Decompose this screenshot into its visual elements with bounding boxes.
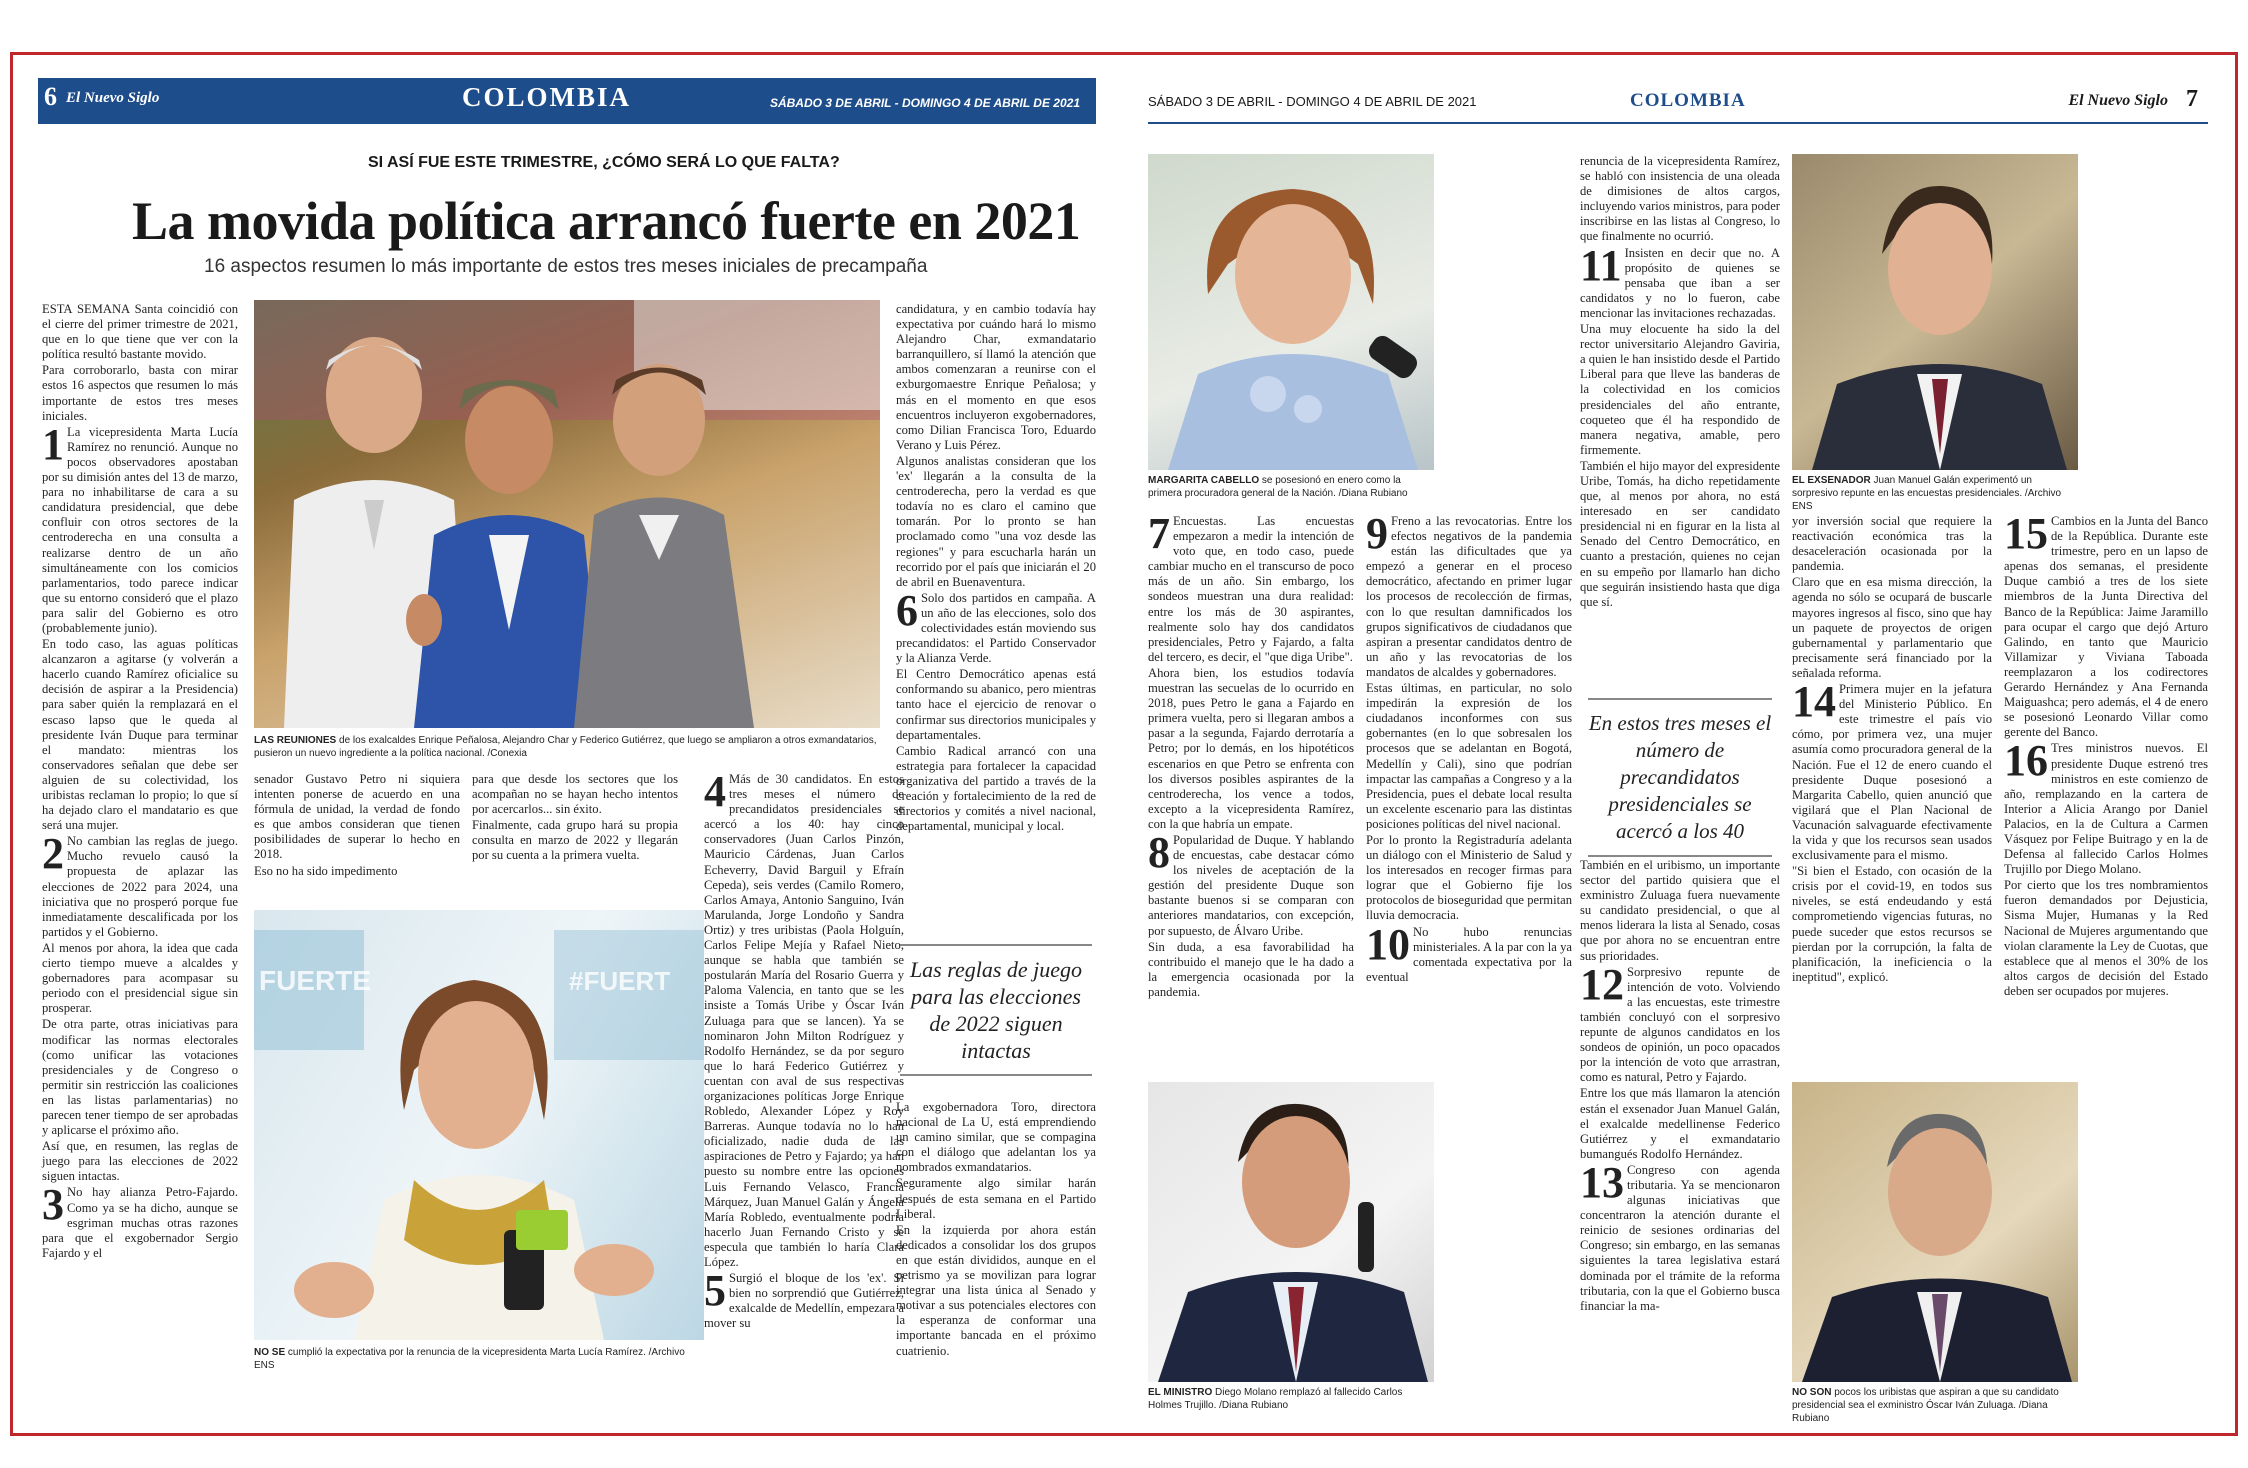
- paragraph-point-1: 1 La vicepresidenta Marta Lucía Ramírez no renunció. Aunque no pocos observadores apostaban por su dimisión antes del 13 de marzo, para no inhabilitarse de cara a su candidatura presidencial, que debe confluir con otros sectores de la centroderecha en una consulta a realizarse dentro de un año simultáneamente con los comicios parlamentarios, todo parece indicar que su entorno consideró que el plazo para salir del Gobierno es otro (probablemente junio).: [42, 419, 238, 635]
- photo-vice-president-caption: NO SE cumplió la expectativa por la renuncia de la vicepresidenta Marta Lucía Ramírez. /Archivo ENS: [254, 1347, 685, 1371]
- paragraph: Eso no ha sido impedimento: [254, 863, 398, 878]
- paragraph: De otra parte, otras iniciativas para modificar las normas electorales (como unificar las votaciones presidenciales y de Congreso o permitir sin restricción las coaliciones en las listas parlamentarias) no parecen tener tiempo de ser aprobadas y aplicarse el próximo año.: [42, 1017, 238, 1138]
- photo-ex-mayors-caption: LAS REUNIONES de los exalcaldes Enrique Peñalosa, Alejandro Char y Federico Gutiérrez, que luego se ampliaron a otros exmandatarios, pusieron un nuevo ingrediente a la política nacional. /Conexia: [254, 735, 877, 759]
- paragraph: Por lo pronto la Registraduría adelanta un diálogo con el Ministerio de Salud y los interesados en recoger firmas para lograr que el Gobierno fije los protocolos de bioseguridad que permitan lluvia democracia.: [1366, 832, 1572, 923]
- paragraph: Entre los que más llamaron la atención están el exsenador Juan Manuel Galán, el exalcalde medellinense Federico Gutiérrez y el exmandatario bumangués Rodolfo Hernández.: [1580, 1086, 1780, 1161]
- pull-quote-right: En estos tres meses el número de precandidatos presidenciales se acercó a los 40: [1588, 698, 1772, 857]
- paragraph-point-9: 9 Freno a las revocatorias. Entre los efectos negativos de la pandemia están las dificultades que ya empezó a generar en el proceso democrático, afectando en primer lugar los procesos de recolección de firmas, con lo que resultan damnificados los grupos significativos de ciudadanos que aspiran a presentar candidatos dentro de un año y las revocatorias de los mandatos de alcaldes y gobernadores.: [1366, 509, 1572, 679]
- photo-procuradora: [1148, 154, 1434, 470]
- paragraph: La exgobernadora Toro, directora nacional de La U, está emprendiendo un camino similar, que se compagina con el diálogo que adelantan los ya nombrados exmandatarios.: [896, 1100, 1096, 1175]
- paragraph: Algunos analistas consideran que los 'ex' llegarán a la consulta de la centroderecha, pero la verdad es que todavía no es claro el camino que tomarán. Por lo pronto se han proclamado como "una voz desde las regiones" y para escucharla harán un recorrido por el país que iniciarán el 20 de abril en Buenaventura.: [896, 453, 1096, 589]
- paragraph-point-10: 10 No hubo renuncias ministeriales. A la par con la ya comentada expectativa por la eventual: [1366, 919, 1572, 984]
- deck: 16 aspectos resumen lo más importante de estos tres meses iniciales de precampaña: [204, 256, 928, 277]
- newspaper-name: El Nuevo Siglo: [66, 90, 160, 106]
- photo-ministro-caption: EL MINISTRO Diego Molano remplazó al fallecido Carlos Holmes Trujillo. /Diana Rubiano: [1148, 1387, 1403, 1411]
- paragraph: Claro que en esa misma dirección, la agenda no sólo se ocupará de buscarle mayores ingresos al fisco, sino que hay un paquete de proyectos de origen gubernamental y parlamentario que precisamente será financiado por la señalada reforma.: [1792, 575, 1992, 680]
- paragraph: Una muy elocuente ha sido la del rector universitario Alejandro Gaviria, a quien le han insistido desde el Partido Liberal para que lleve las banderas de la colectividad en los comicios presidenciales del año entrante, coqueteo que él ha respondido de manera negativa, amable, pero firmemente.: [1580, 322, 1780, 457]
- paragraph: Estas últimas, en particular, no solo impedirán la expresión de los ciudadanos inconformes con sus gobernantes (en lo que sobresalen los procesos que se adelantan en Bogotá, Medellín y Cali), sino que podrían impactar las campañas a Congreso y a la Presidencia, pues el debate local resulta un excelente escenario para las distintas posiciones políticas del nivel nacional.: [1366, 681, 1572, 831]
- paragraph: para que desde los sectores que los acompañan no se hayan hecho intentos por acercarlos... sin éxito.: [472, 772, 678, 817]
- page-number: 7: [2186, 86, 2198, 112]
- text-column-4b: [896, 1100, 1096, 1370]
- svg-text:#FUERT: #FUERT: [569, 966, 671, 996]
- text-column-e: [2004, 509, 2208, 1074]
- photo-galan: [1792, 154, 2078, 470]
- text-column-4: [896, 302, 1096, 870]
- text-column-c: [1580, 154, 1780, 744]
- paragraph-point-7: 7 Encuestas. Las encuestas empezaron a medir la intención de voto que, en todo caso, puede cambiar mucho en el transcurso de poco más de un año. Sin embargo, los sondeos muestran una dura realidad: entre los más de 30 aspirantes, realmente solo hay dos candidatos presidenciales, Petro y Fajardo, a falta del tercero, es decir, el "que diga Uribe".: [1148, 509, 1354, 664]
- page-number: 6: [44, 82, 57, 111]
- paragraph: Sin duda, a esa favorabilidad ha contribuido el manejo que le ha dado a la emergencia ocasionada por la pandemia.: [1148, 939, 1354, 999]
- svg-text:FUERTE: FUERTE: [259, 965, 371, 996]
- text-column-d: [1792, 514, 1992, 1074]
- pull-quote-left: Las reglas de juego para las elecciones de 2022 siguen intactas: [900, 944, 1092, 1076]
- paragraph: senador Gustavo Petro ni siquiera intenten ponerse de acuerdo en una fórmula de unidad, la verdad de fondo es que ambos consideran que tienen posibilidades de superar lo hecho en 2018.: [254, 772, 460, 862]
- paragraph: El Centro Democrático apenas está conformando su abanico, pero mientras tanto hace el ejercicio de renovar o confirmar sus directorios municipales y departamentales.: [896, 667, 1096, 742]
- text-column-b: [1366, 509, 1572, 1074]
- paragraph: En todo caso, las aguas políticas alcanzaron a agitarse (y volverán a hacerlo cuando Ramírez oficialice su decisión de aspirar a la Presidencia) para saber quién la remplazará en el escaso lapso que le queda al presidente Iván Duque para terminar el mandato: mientras los conservadores señalan que debe ser alguien de su colectividad, los uribistas reclaman lo propio; lo que sí ha dejado claro el mandatario es que será una mujer.: [42, 637, 238, 833]
- kicker: SI ASÍ FUE ESTE TRIMESTRE, ¿CÓMO SERÁ LO QUE FALTA?: [368, 154, 840, 171]
- paragraph-point-8: 8 Popularidad de Duque. Y hablando de encuestas, cabe destacar cómo los niveles de aceptación de la gestión del presidente Duque son bastante buenos si se comparan con anteriores mandatarios, con excepción, por supuesto, de Álvaro Uribe.: [1148, 827, 1354, 938]
- paragraph-point-16: 16 Tres ministros nuevos. El presidente Duque estrenó tres ministros en este comienzo de año, remplazando en la cartera de Interior a Alicia Arango por Daniel Palacios, en la de Cultura a Carmen Vásquez por Felipe Buitrago y en la de Defensa al fallecido Carlos Holmes Trujillo por Diego Molano.: [2004, 736, 2208, 877]
- paragraph: Cambio Radical arrancó con una estrategia para fortalecer la capacidad organizativa del partido a través de la creación y fortalecimiento de la red de directorios y comités a nivel nacional, departamental, municipal y local.: [896, 743, 1096, 834]
- paragraph: candidatura, y en cambio todavía hay expectativa por cuándo hará lo mismo Alejandro Char, exmandatario barranquillero, sí llamó la atención que ambos comenzaran a reunirse con el exburgomaestre Enrique Peñalosa; y más en el momento en que esos encuentros incluyeron exgobernadores, como Dilian Francisca Toro, Eduardo Verano y Luis Pérez.: [896, 302, 1096, 452]
- paragraph-point-12: 12 Sorpresivo repunte de intención de voto. Volviendo a las encuestas, este trimestre también concluyó con el sorpresivo repunte de algunos candidatos en los sondeos de opinión, un poco opacados por la intención de voto que arrastran, como es natural, Petro y Fajardo.: [1580, 959, 1780, 1085]
- issue-date: SÁBADO 3 DE ABRIL - DOMINGO 4 DE ABRIL DE 2021: [1148, 94, 1477, 109]
- paragraph-point-15: 15 Cambios en la Junta del Banco de la República. Durante este trimestre, pero en un lapso de apenas dos semanas, el presidente Duque cambió a tres de los siete miembros de la Junta Directiva del Banco de la República: Jaime Jaramillo para ocupar el cargo que dejó Arturo Galindo, en tanto que Mauricio Villamizar y Viviana Taboada reemplazaron a los codirectores Gerardo Hernández y Ana Fernanda Maiguashca; pero además, el 4 de enero se posesionó Leonardo Villar como gerente del Banco.: [2004, 509, 2208, 740]
- paragraph: Al menos por ahora, la idea que cada cierto tiempo mueve a alcaldes y gobernadores para acompasar su periodo con el presidencial sigue sin prosperar.: [42, 940, 238, 1016]
- paragraph: También en el uribismo, un importante sector del partido quisiera que el exministro Zuluaga fuera nuevamente su candidato presidencial, o que al menos liderara la lista al Senado, cosas que por ahora no se encuentran entre sus prioridades.: [1580, 858, 1780, 963]
- paragraph: También el hijo mayor del expresidente Uribe, Tomás, ha dicho repetidamente que, al menos por ahora, no está interesado en ser candidato presidencial ni en figurar en la lista al Senado del Centro Democrático, en cuanto a prestación, quienes no cejan en su empeño por llamarlo han dicho que seguirán insistiendo hasta que diga que sí.: [1580, 458, 1780, 609]
- paragraph: yor inversión social que requiere la reactivación económica tras la desaceleración ocasionada por la pandemia.: [1792, 514, 1992, 574]
- text-column-2b: [472, 772, 678, 902]
- paragraph: Así que, en resumen, las reglas de juego para las elecciones de 2022 siguen intactas.: [42, 1139, 238, 1184]
- paragraph: En la izquierda por ahora están dedicados a consolidar los dos grupos en que están divididos, aunque en el petrismo ya se movilizan para lograr integrar una lista única al Senado y motivar a sus potenciales electores con la esperanza de conformar una importante bancada en el próximo cuatrienio.: [896, 1222, 1096, 1358]
- paragraph: Ahora bien, los estudios todavía muestran las secuelas de lo ocurrido en 2018, pues Petro le gana a Fajardo en primera vuelta, pero si llegaran ambos a pasar a la segunda, Fajardo derrotaría a Petro; por lo demás, en los hipotéticos escenarios en que Petro se enfrenta con los diversos posibles aspirantes de la centroderecha, los vence a todos, excepto a la vicepresidenta Ramírez, con la que habría un empate.: [1148, 665, 1354, 831]
- paragraph-point-13: 13 Congreso con agenda tributaria. Ya se mencionaron algunas iniciativas que concentraron la atención durante el reinicio de sesiones ordinarias del Congreso; sin embargo, en las semanas siguientes la tarea legislativa estará dominada por el trámite de la reforma tributaria, con la que el Gobierno busca financiar la ma-: [1580, 1157, 1780, 1313]
- paragraph-point-11: 11 Insisten en decir que no. A propósito de quienes se pensaba que iban a ser candidatos y no lo fueron, cabe mencionar las invitaciones rechazadas.: [1580, 240, 1780, 320]
- paragraph-point-5: 5 Surgió el bloque de los 'ex'. Si bien no sorprendió que Gutiérrez, exalcalde de Medellín, empezara a mover su: [704, 1266, 904, 1331]
- photo-galan-caption: EL EXSENADOR Juan Manuel Galán experimentó un sorpresivo repunte en las encuestas presidenciales. /Archivo ENS: [1792, 475, 2062, 512]
- paragraph: Seguramente algo similar harán después de esta semana en el Partido Liberal.: [896, 1176, 1096, 1221]
- section-name: COLOMBIA: [1630, 90, 1746, 111]
- paragraph-point-3: 3 No hay alianza Petro-Fajardo. Como ya se ha dicho, aunque se esgriman muchas otras razones para que el exgobernador Sergio Fajardo y el: [42, 1180, 238, 1260]
- paragraph-point-6: 6 Solo dos partidos en campaña. A un año de las elecciones, solo dos colectividades están moviendo sus precandidatos: el Partido Conservador y la Alianza Verde.: [896, 585, 1096, 666]
- text-column-c2: [1580, 858, 1780, 1416]
- text-column-3: [704, 767, 904, 1372]
- photo-procuradora-caption: MARGARITA CABELLO se posesionó en enero como la primera procuradora general de la Nación. /Diana Rubiano: [1148, 475, 1408, 499]
- headline: La movida política arrancó fuerte en 2021: [132, 191, 1081, 251]
- paragraph-point-14: 14 Primera mujer en la jefatura del Ministerio Público. En este trimestre el país vio cómo, por primera vez, una mujer asumía como procuradora general de la Nación. Fue el 12 de enero cuando el presidente Duque posesionó a Margarita Cabello, quien anunció que vigilará que el Plan Nacional de Vacunación salvaguarde efectivamente la vida y que los recursos sean usados exclusivamente para el mismo.: [1792, 677, 1992, 863]
- left-page: [38, 70, 1096, 1416]
- text-column-2a: [254, 772, 460, 902]
- photo-ministro: [1148, 1082, 1434, 1382]
- paragraph: ESTA SEMANA Santa coincidió con el cierre del primer trimestre de 2021, que en lo que tiene que ver con la política resultó bastante movido.: [42, 302, 238, 362]
- paragraph-point-2: 2 No cambian las reglas de juego. Mucho revuelo causó la propuesta de aplazar las elecciones de 2022 para 2024, una iniciativa que no prosperó porque fue inmediatamente descalificada por los partidos y el Gobierno.: [42, 829, 238, 939]
- issue-date: SÁBADO 3 DE ABRIL - DOMINGO 4 DE ABRIL DE 2021: [769, 96, 1080, 110]
- paragraph: Para corroborarlo, basta con mirar estos 16 aspectos que resumen lo más importante de estos tres meses iniciales.: [42, 363, 238, 423]
- text-column-a: [1148, 509, 1354, 1074]
- paragraph: renuncia de la vicepresidenta Ramírez, se habló con insistencia de una oleada de dimisiones de altos cargos, incluyendo varios ministros, para poder inscribirse en las listas al Congreso, lo que finalmente no ocurrió.: [1580, 154, 1780, 244]
- section-name: COLOMBIA: [462, 82, 632, 112]
- photo-zuluaga-caption: NO SON pocos los uribistas que aspiran a que su candidato presidencial sea el exministro Óscar Iván Zuluaga. /Diana Rubiano: [1792, 1387, 2059, 1424]
- paragraph: "Si bien el Estado, con ocasión de la crisis por el covid-19, en todos sus niveles, se está endeudando y está comprometiendo vigencias futuras, no puede suceder que estos recursos se pierdan por la corrupción, la falta de planificación, la ineficiencia o la ineptitud", explicó.: [1792, 864, 1992, 984]
- newspaper-name: El Nuevo Siglo: [2068, 92, 2168, 109]
- paragraph-point-4: 4 Más de 30 candidatos. En estos tres meses el número de precandidatos presidenciales se acercó a los 40: hay cinco conservadores (Juan Carlos Pinzón, Mauricio Cárdenas, Juan Carlos Echeverry, David Barguil y Efraín Cepeda), seis verdes (Camilo Romero, Carlos Amaya, Antonio Sanguino, Iván Marulanda, Jorge Londoño y Sandra Ortiz) y tres uribistas (Paola Holguín, Carlos Felipe Mejía y Rafael Nieto, aunque se habla que también se postularán María del Rosario Guerra y Paloma Valencia, en tanto que se les insiste a Tomás Uribe y Óscar Iván Zuluaga para que se lancen). Ya se nominaron John Milton Rodríguez y Rodolfo Hernández, se da por seguro que lo hará Federico Gutiérrez y cuentan con aval de sus respectivas organizaciones políticas Jorge Enrique Robledo, Alexander López y Roy Barreras. Aunque todavía no lo han oficializado, nadie duda de las aspiraciones de Petro y Fajardo; ya han puesto su nombre entre las opciones Luis Fernando Velasco, Francia Márquez, Juan Manuel Galán y Ángela María Robledo, eventualmente podría hacerlo Juan Fernando Cristo y se especula que también lo haría Clara López.: [704, 767, 904, 1269]
- photo-vice-president: [254, 910, 704, 1340]
- photo-ex-mayors: [254, 300, 880, 728]
- paragraph: Por cierto que los tres nombramientos fueron demandados por Dejusticia, Sisma Mujer, Humanas y la Red Nacional de Mujeres argumentando que violan claramente la Ley de Cuotas, que establece que al menos el 30% de los altos cargos de decisión del Estado deben ser ocupados por mujeres.: [2004, 878, 2208, 998]
- photo-zuluaga: [1792, 1082, 2078, 1382]
- right-page: [1148, 70, 2208, 1424]
- paragraph: Finalmente, cada grupo hará su propia consulta en marzo de 2022 y llegarán por su cuenta a la primera vuelta.: [472, 818, 678, 863]
- left-page-header: [38, 78, 1096, 124]
- right-page-header: [1148, 78, 2208, 124]
- text-column-1: [42, 302, 238, 1372]
